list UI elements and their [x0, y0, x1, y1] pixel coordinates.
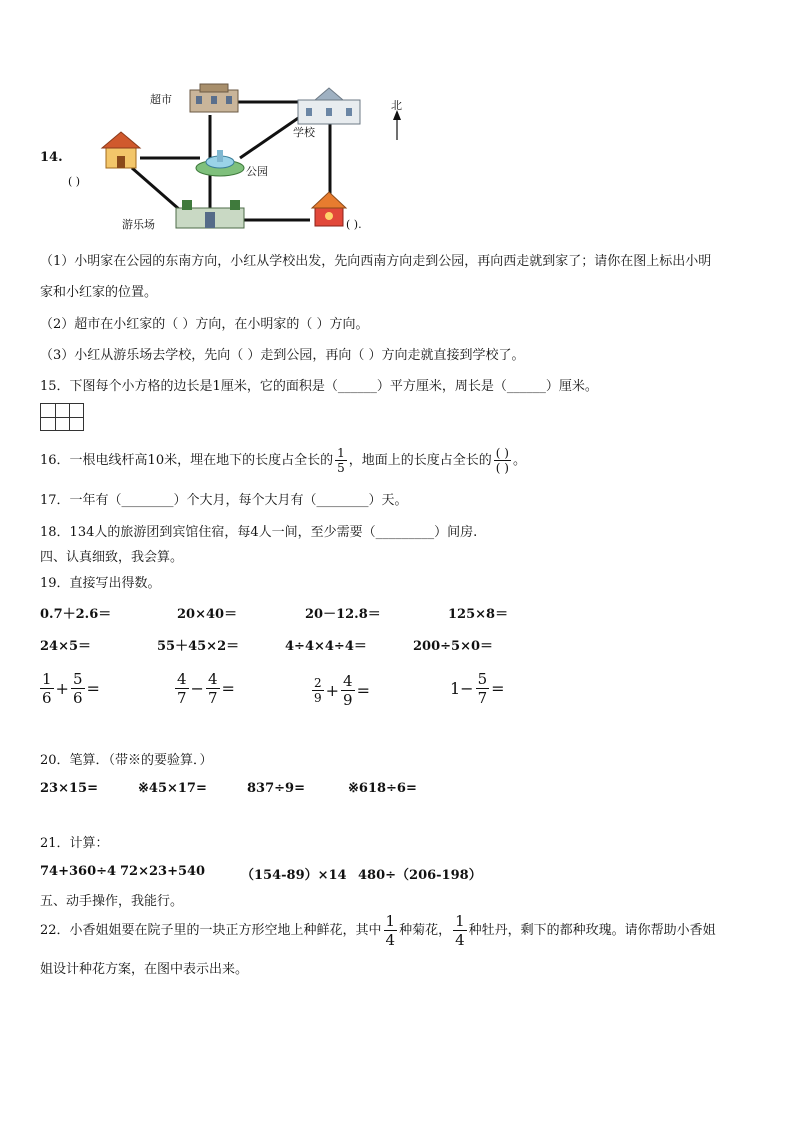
q16-blank-num: ( ) [495, 446, 509, 460]
q19-r1-c4: 125×8＝ [448, 607, 509, 622]
q19-r2-c2: 55＋45×2＝ [157, 639, 240, 654]
fraction [312, 676, 324, 705]
q15-grid [40, 403, 84, 431]
frac-num: 5 [72, 670, 83, 688]
frac-num: 1 [42, 670, 52, 688]
q21-item-3: （154-89）×14 [241, 868, 347, 883]
label-north: 北 [391, 99, 402, 112]
fraction [206, 670, 220, 707]
grid-cell [40, 403, 56, 418]
q19-r1-c3: 20－12.8＝ [305, 607, 381, 622]
frac-num: 4 [343, 672, 353, 690]
q18-text: 18．134人的旅游团到宾馆住宿，每4人一间，至少需要（_________）间房. [40, 525, 478, 540]
q16-frac-den: 5 [337, 461, 345, 475]
q20-item-2: ※45×17= [138, 781, 207, 796]
operator: − [190, 679, 204, 698]
q22-part-b: 种菊花， [399, 923, 452, 938]
frac-num: 2 [314, 676, 322, 690]
q20-item-1: 23×15= [40, 781, 98, 796]
q16-fraction [335, 446, 347, 475]
q17-text: 17．一年有（________）个大月，每个大月有（________）天。 [40, 493, 408, 508]
home-right-building [312, 192, 346, 226]
frac-num: 1 [455, 912, 465, 930]
frac-den: 9 [343, 691, 353, 709]
frac-den: 7 [177, 689, 187, 707]
q14-part3: （3）小红从游乐场去学校，先向（ ）走到公园，再向（ ）方向走就直接到学校了。 [40, 348, 525, 363]
q21-item-4: 480÷（206-198） [358, 868, 482, 883]
frac-num: 1 [385, 912, 396, 930]
equals: = [86, 679, 100, 698]
q16-end: 。 [512, 453, 526, 468]
fraction [476, 670, 490, 707]
q19-r2-c1: 24×5＝ [40, 639, 92, 654]
fraction [40, 670, 54, 707]
q19-frac-expr-1 [38, 670, 100, 707]
q16-line [40, 446, 526, 475]
equals: = [356, 681, 370, 700]
grid-cell [69, 417, 84, 431]
frac-den: 6 [72, 689, 83, 707]
home-left-building [102, 132, 140, 168]
label-amusement: 游乐场 [122, 218, 155, 231]
operator: + [55, 679, 69, 698]
north-arrow [393, 110, 401, 140]
q19-frac-expr-4 [450, 670, 505, 707]
grid-cell [55, 417, 70, 431]
q22-line1 [40, 912, 716, 949]
q14-part1-line1: （1）小明家在公园的东南方向，小红从学校出发，先向西南方向走到公园，再向西走就到家了；请你在图上标出小明 [40, 254, 712, 269]
section-5-heading: 五、动手操作，我能行。 [40, 894, 184, 909]
q16-middle: ，地面上的长度占全长的 [348, 453, 492, 468]
q15-text: 15．下图每个小方格的边长是1厘米，它的面积是（______）平方厘米，周长是（______）厘米。 [40, 379, 598, 394]
q16-answer-fraction [494, 446, 511, 475]
q20-title: 20．笔算．（带※的要验算．） [40, 753, 213, 768]
q21-item-2: 72×23+540 [120, 864, 206, 879]
q21-item-1: 74+360÷4 [40, 864, 117, 879]
q19-frac-expr-3 [310, 672, 370, 709]
equals: = [221, 679, 235, 698]
grid-cell [55, 403, 70, 418]
grid-cell [69, 403, 84, 418]
q19-frac-expr-2 [173, 670, 235, 707]
q21-title: 21．计算： [40, 836, 109, 851]
fraction [175, 670, 189, 707]
frac-den: 7 [477, 689, 488, 707]
q22-fraction-2 [453, 912, 467, 949]
q19-r1-c1: 0.7＋2.6＝ [40, 607, 112, 622]
frac-den: 4 [385, 931, 396, 949]
frac-num: 4 [177, 670, 187, 688]
fraction [71, 670, 85, 707]
leading-term: 1− [450, 679, 474, 698]
q22-line2: 姐设计种花方案，在图中表示出来。 [40, 962, 249, 977]
label-supermarket: 超市 [150, 93, 172, 106]
frac-den: 9 [314, 691, 322, 705]
q14-part1-line2: 家和小红家的位置。 [40, 285, 158, 300]
blank-home-left: ( ) [68, 175, 81, 188]
q19-r1-c2: 20×40＝ [177, 607, 238, 622]
q20-item-3: 837÷9= [247, 781, 305, 796]
frac-num: 4 [207, 670, 218, 688]
equals: = [491, 679, 505, 698]
blank-home-right: ( ). [346, 218, 362, 231]
frac-den: 4 [455, 931, 465, 949]
label-school: 学校 [293, 126, 315, 139]
section-4-heading: 四、认真细致，我会算。 [40, 550, 184, 565]
fraction [341, 672, 355, 709]
grid-cell [40, 417, 56, 431]
q14-part2: （2）超市在小红家的（ ）方向，在小明家的（ ）方向。 [40, 317, 369, 332]
q20-item-4: ※618÷6= [348, 781, 417, 796]
frac-den: 6 [42, 689, 52, 707]
label-park: 公园 [246, 165, 268, 178]
q14-number: 14. [40, 150, 63, 165]
frac-den: 7 [207, 689, 218, 707]
q16-blank-den: ( ) [495, 461, 509, 475]
q19-title: 19．直接写出得数。 [40, 576, 161, 591]
supermarket-building [190, 84, 238, 112]
school-building [298, 88, 360, 124]
q19-r2-c4: 200÷5×0＝ [413, 639, 494, 654]
q22-fraction-1 [384, 912, 398, 949]
q19-r2-c3: 4÷4×4÷4＝ [285, 639, 367, 654]
frac-num: 5 [477, 670, 488, 688]
operator: + [325, 681, 340, 700]
park-fountain [196, 150, 244, 176]
q16-frac-num: 1 [337, 446, 345, 460]
q16-before: 16．一根电线杆高10米，埋在地下的长度占全长的 [40, 453, 334, 468]
q22-part-c: 种牡丹，剩下的都种玫瑰。请你帮助小香姐 [468, 923, 716, 938]
q22-part-a: 22．小香姐姐要在院子里的一块正方形空地上种鲜花，其中 [40, 923, 382, 938]
